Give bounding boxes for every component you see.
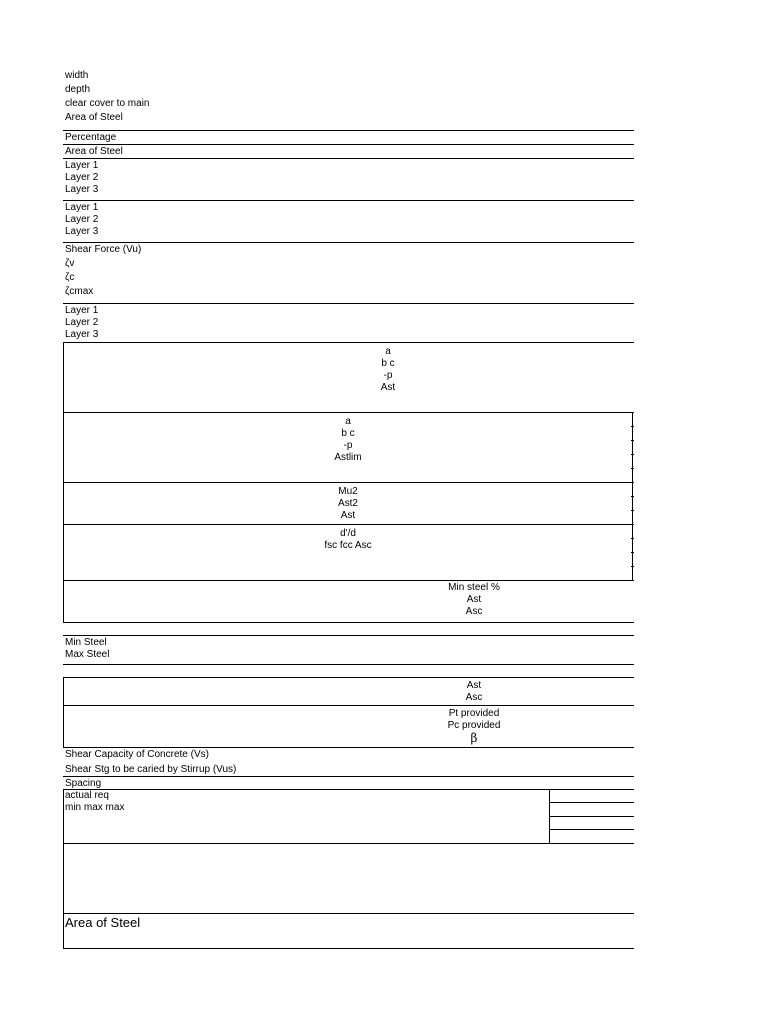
edge-tick xyxy=(631,454,634,455)
box-4-bottom xyxy=(63,580,634,581)
box-5-ast: Ast xyxy=(466,594,482,605)
label-shear-capacity: Shear Capacity of Concrete (Vs) xyxy=(65,749,209,760)
label-tv: ζv xyxy=(65,258,75,269)
spacing-grid-line xyxy=(549,802,634,803)
box-5-min-steel: Min steel % xyxy=(448,582,500,593)
box-2-astlim: Astlim xyxy=(334,452,362,463)
label-clear-cover: clear cover to main xyxy=(65,98,150,109)
box-2-p: -p xyxy=(343,440,353,451)
divider xyxy=(63,303,634,304)
label-min-max: min max max xyxy=(65,802,125,813)
spacing-grid-line xyxy=(549,829,634,830)
box-2-bottom xyxy=(63,482,634,483)
label-spacing: Spacing xyxy=(65,778,102,789)
divider xyxy=(63,200,634,201)
layer-2-b: Layer 2 xyxy=(65,214,99,225)
box-4-fsc: fsc fcc Asc xyxy=(324,540,372,551)
label-area-of-steel: Area of Steel xyxy=(65,112,123,123)
edge-tick xyxy=(631,566,634,567)
layer-3-b: Layer 3 xyxy=(65,226,99,237)
box-3-ast2: Ast2 xyxy=(337,498,358,509)
box-3-mu2: Mu2 xyxy=(338,486,358,497)
divider xyxy=(63,913,634,914)
spacing-left xyxy=(63,789,64,913)
label-tc: ζc xyxy=(65,272,75,283)
box-3-bottom xyxy=(63,524,634,525)
edge-tick xyxy=(631,538,634,539)
final-bottom xyxy=(63,948,634,949)
label-final-area-of-steel: Area of Steel xyxy=(65,915,141,930)
box-7-pc: Pc provided xyxy=(447,720,501,731)
edge-tick xyxy=(631,426,634,427)
label-shear-stirrup: Shear Stg to be caried by Stirrup (Vus) xyxy=(65,764,237,775)
box-2-bc: b c xyxy=(341,428,355,439)
box-6-asc: Asc xyxy=(465,692,483,703)
label-percentage: Percentage xyxy=(65,132,117,143)
layer-2-c: Layer 2 xyxy=(65,317,99,328)
box-1-a: a xyxy=(385,346,391,357)
box-5-bottom xyxy=(63,622,634,623)
label-max-steel: Max Steel xyxy=(65,649,110,660)
divider xyxy=(63,158,634,159)
label-area-of-steel-2: Area of Steel xyxy=(65,146,123,157)
layer-1-b: Layer 1 xyxy=(65,202,99,213)
box-1-ast: Ast xyxy=(380,382,396,393)
box-7-pt: Pt provided xyxy=(448,708,500,719)
edge-tick xyxy=(631,510,634,511)
box-1-bc: b c xyxy=(381,358,395,369)
box-6-bottom xyxy=(63,705,634,706)
layer-2-a: Layer 2 xyxy=(65,172,99,183)
divider xyxy=(63,144,634,145)
section-left xyxy=(63,412,64,623)
divider xyxy=(63,635,634,636)
box-1-bottom xyxy=(63,412,634,413)
label-tcmax: ζcmax xyxy=(65,286,94,297)
box-1-p: -p xyxy=(383,370,393,381)
edge-tick xyxy=(631,552,634,553)
divider xyxy=(63,664,634,665)
box-2-a: a xyxy=(345,416,351,427)
edge-tick xyxy=(631,440,634,441)
divider xyxy=(63,130,634,131)
layer-1-c: Layer 1 xyxy=(65,305,99,316)
box-6-ast: Ast xyxy=(466,680,482,691)
box-6-top xyxy=(63,677,634,678)
edge-tick xyxy=(631,468,634,469)
layer-1-a: Layer 1 xyxy=(65,160,99,171)
label-shear-force: Shear Force (Vu) xyxy=(65,244,142,255)
spacing-bottom xyxy=(63,843,634,844)
label-min-steel: Min Steel xyxy=(65,637,107,648)
box-3-ast: Ast xyxy=(340,510,356,521)
box-4-d-ratio: d'/d xyxy=(340,528,356,539)
edge-tick xyxy=(631,496,634,497)
layer-3-a: Layer 3 xyxy=(65,184,99,195)
layer-3-c: Layer 3 xyxy=(65,329,99,340)
box-5-asc: Asc xyxy=(465,606,483,617)
spacing-grid-line xyxy=(549,816,634,817)
box-7-beta: β xyxy=(470,731,478,745)
final-left xyxy=(63,913,64,948)
label-width: width xyxy=(65,70,89,81)
box-1-left xyxy=(63,342,64,412)
box-1-top xyxy=(63,342,634,343)
divider xyxy=(63,242,634,243)
divider xyxy=(63,776,634,777)
box-7-bottom xyxy=(63,747,634,748)
box-6-left xyxy=(63,677,64,747)
label-depth: depth xyxy=(65,84,91,95)
label-actual-req: actual req xyxy=(65,790,109,801)
